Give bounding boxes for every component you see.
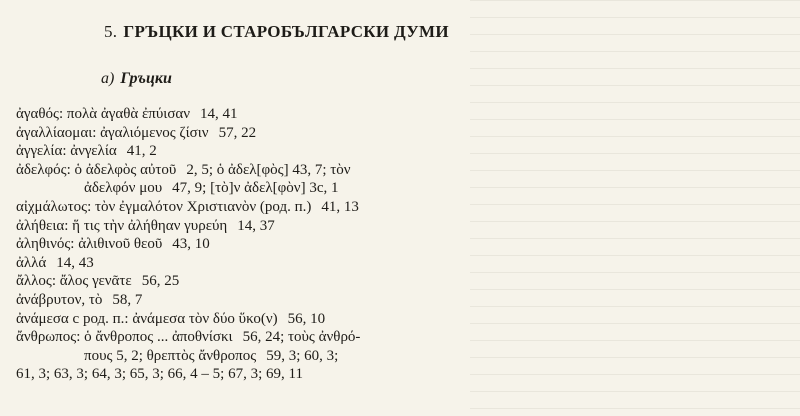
entry-text: πους 5, 2; θρεπτὸς ἄνθροπος	[84, 347, 257, 364]
entry-text: ἀληθινός: ἀλιθινοῦ θεοῦ	[16, 236, 163, 253]
entry-text: 61, 3; 63, 3; 64, 3; 65, 3; 66, 4 – 5; 67, 3; 69, 11	[16, 366, 303, 383]
entry-refs: 14, 41	[200, 106, 238, 122]
glossary-entries	[16, 105, 476, 384]
glossary-entry	[16, 328, 476, 347]
show-through-text	[470, 0, 800, 416]
entry-refs: 14, 37	[237, 217, 275, 234]
entry-refs: 2, 5; ὁ ἀδελ[φὸς] 43, 7; τὸν	[186, 161, 351, 178]
subsection-label: Гръцки	[120, 70, 172, 87]
entry-text: αἰχμάλωτος: τὸν ἐγμαλότον Χριστιανὸν (род. п.)	[16, 198, 312, 215]
section-heading	[104, 22, 449, 42]
glossary-entry	[16, 235, 476, 254]
glossary-entry	[16, 124, 476, 143]
entry-refs: 56, 25	[141, 273, 180, 290]
subsection-letter: а)	[101, 70, 115, 87]
section-number: 5.	[104, 22, 118, 41]
glossary-entry	[16, 142, 476, 161]
entry-text: ἀλλά	[16, 254, 47, 271]
glossary-entry-continuation	[16, 179, 476, 198]
glossary-entry	[16, 310, 476, 329]
entry-refs: 41, 2	[126, 143, 157, 160]
glossary-entry	[16, 254, 476, 273]
entry-refs: 57, 22	[218, 124, 257, 141]
glossary-entry	[16, 217, 476, 236]
glossary-entry	[16, 291, 476, 310]
entry-refs: 59, 3; 60, 3;	[266, 347, 339, 364]
entry-refs: 56, 24; τοὺς ἀνθρό-	[242, 329, 361, 346]
entry-text: ἀγγελία: ἀνγελία	[16, 143, 117, 160]
glossary-entry	[16, 198, 476, 217]
glossary-entry	[16, 105, 476, 124]
entry-refs: 43, 10	[172, 236, 210, 253]
entry-text: ἄνθρωπος: ὁ ἄνθροπος ... ἀποθνίσκι	[16, 329, 233, 346]
entry-refs: 56, 10	[287, 310, 326, 327]
entry-refs: 14, 43	[56, 254, 94, 271]
glossary-entry-continuation	[16, 347, 476, 366]
glossary-entry-continuation	[16, 365, 476, 384]
entry-text: ἀδελφός: ὁ ἀδελφὸς αὐτοῦ	[16, 161, 177, 178]
entry-text: ἀδελφόν μου	[84, 180, 163, 197]
entry-refs: 41, 13	[321, 198, 359, 215]
glossary-entry	[16, 161, 476, 180]
entry-refs: 47, 9; [τὸ]ν ἀδελ[φὸν] 3c, 1	[172, 180, 339, 197]
entry-text: ἀγαθός: πολὰ ἀγαθὰ ἐπύισαν	[16, 106, 191, 122]
entry-text: ἀλήθεια: ἥ τις τὴν ἀλήθηαν γυρεύη	[16, 217, 228, 234]
subsection-heading	[101, 70, 172, 88]
entry-refs: 58, 7	[112, 291, 143, 308]
entry-text: ἀγαλλίαομαι: ἀγαλιόμενος ζίσιν	[16, 124, 209, 141]
entry-text: ἀνάμεσα с род. п.: ἀνάμεσα τὸν δύο ὕκο(ν)	[16, 310, 278, 327]
glossary-entry	[16, 272, 476, 291]
entry-text: ἄλλος: ἄλος γενᾶτε	[16, 273, 132, 290]
entry-text: ἀνάβρυτον, τὸ	[16, 291, 103, 308]
section-title: ГРЪЦКИ И СТАРОБЪЛГАРСКИ ДУМИ	[123, 22, 449, 41]
